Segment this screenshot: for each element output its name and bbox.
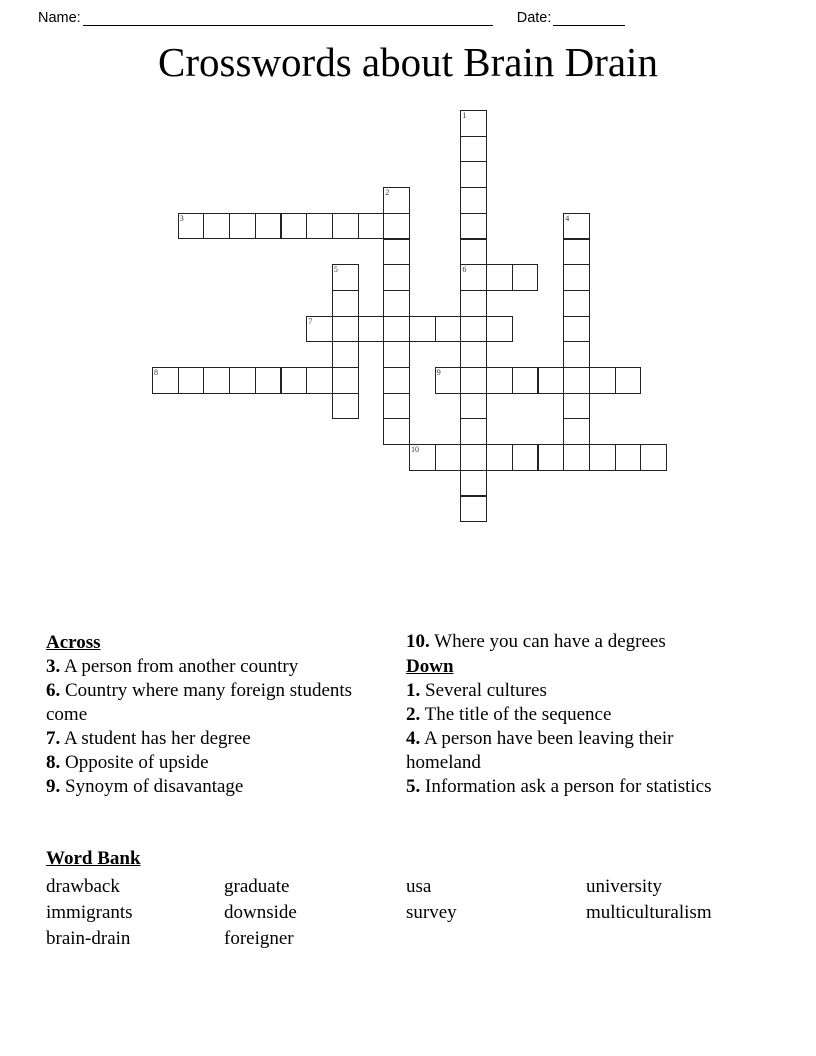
- crossword-cell[interactable]: [538, 444, 565, 471]
- crossword-cell[interactable]: [563, 341, 590, 368]
- crossword-cell[interactable]: [460, 264, 487, 291]
- clue-number: 2.: [406, 704, 421, 725]
- clues-column-right: [406, 630, 736, 799]
- crossword-cell[interactable]: [460, 418, 487, 445]
- crossword-cell[interactable]: [563, 367, 590, 394]
- crossword-cell[interactable]: [409, 316, 436, 343]
- word-bank-word: usa: [406, 876, 432, 897]
- clue-text: Country where many foreign students come: [46, 680, 353, 725]
- word-bank-word: multiculturalism: [586, 902, 712, 923]
- crossword-cell-number: 3: [179, 213, 184, 223]
- crossword-cell[interactable]: [435, 367, 462, 394]
- crossword-cell[interactable]: [178, 367, 205, 394]
- crossword-cell[interactable]: [383, 341, 410, 368]
- crossword-cell[interactable]: [306, 367, 333, 394]
- crossword-cell[interactable]: [589, 444, 616, 471]
- crossword-cell[interactable]: [486, 367, 513, 394]
- crossword-cell[interactable]: [486, 316, 513, 343]
- clue-number: 8.: [46, 752, 61, 773]
- word-bank-word: brain-drain: [46, 928, 131, 949]
- crossword-cell[interactable]: [383, 213, 410, 240]
- clue-text: The title of the sequence: [424, 704, 612, 725]
- crossword-cell[interactable]: [615, 367, 642, 394]
- crossword-cell[interactable]: [486, 264, 513, 291]
- crossword-cell[interactable]: [563, 444, 590, 471]
- word-bank-word: foreigner: [224, 928, 294, 949]
- crossword-cell[interactable]: [460, 367, 487, 394]
- word-bank-heading: Word Bank: [46, 848, 141, 869]
- clue-number: 6.: [46, 680, 61, 701]
- crossword-cell[interactable]: [332, 213, 359, 240]
- crossword-cell-number: 4: [565, 213, 570, 223]
- clue-number: 5.: [406, 776, 421, 797]
- crossword-cell[interactable]: [563, 290, 590, 317]
- clue-text: A person have been leaving their homeland: [406, 728, 674, 773]
- crossword-cell-number: 9: [436, 368, 441, 377]
- crossword-cell[interactable]: [332, 393, 359, 420]
- clue-number: 9.: [46, 776, 61, 797]
- clue-across-8: [46, 751, 376, 775]
- crossword-cell-number: 1: [462, 111, 467, 120]
- word-bank-word: immigrants: [46, 902, 133, 923]
- name-label: Name:: [38, 10, 81, 26]
- crossword-cell[interactable]: [358, 213, 385, 240]
- clue-across-3: [46, 655, 376, 679]
- crossword-cell[interactable]: [229, 367, 256, 394]
- crossword-cell[interactable]: [332, 290, 359, 317]
- crossword-cell[interactable]: [383, 393, 410, 420]
- crossword-cell[interactable]: [460, 316, 487, 343]
- clue-down-1: [406, 679, 736, 703]
- crossword-cell[interactable]: [460, 290, 487, 317]
- clue-text: A person from another country: [63, 656, 299, 677]
- down-heading: Down: [406, 656, 454, 677]
- crossword-cell[interactable]: [460, 444, 487, 471]
- clue-down-2: [406, 703, 736, 727]
- crossword-cell[interactable]: [563, 418, 590, 445]
- crossword-cell[interactable]: [460, 341, 487, 368]
- across-heading: Across: [46, 632, 101, 653]
- word-bank-section: [46, 846, 786, 952]
- page-title: Crosswords about Brain Drain: [158, 39, 658, 85]
- crossword-cell[interactable]: [563, 264, 590, 291]
- crossword-cell[interactable]: [460, 187, 487, 214]
- clue-number: 4.: [406, 728, 421, 749]
- crossword-cell[interactable]: [615, 444, 642, 471]
- clue-number: 10.: [406, 631, 430, 652]
- crossword-cell[interactable]: [383, 316, 410, 343]
- crossword-cell[interactable]: [435, 316, 462, 343]
- crossword-cell[interactable]: [563, 239, 590, 266]
- clue-text: Synoym of disavantage: [65, 776, 244, 797]
- word-bank-word: downside: [224, 902, 297, 923]
- crossword-cell-number: 7: [308, 316, 313, 326]
- word-bank-word: survey: [406, 902, 457, 923]
- word-bank-word: university: [586, 876, 662, 897]
- crossword-cell[interactable]: [332, 367, 359, 394]
- crossword-cell[interactable]: [332, 264, 359, 291]
- clue-text: A student has her degree: [63, 728, 251, 749]
- clue-across-6: [46, 679, 376, 727]
- crossword-cell[interactable]: [203, 367, 230, 394]
- crossword-cell[interactable]: [383, 239, 410, 266]
- crossword-cell-number: 8: [154, 368, 158, 377]
- clue-text: Information ask a person for statistics: [425, 776, 712, 797]
- crossword-cell[interactable]: [383, 367, 410, 394]
- crossword-cell[interactable]: [512, 444, 539, 471]
- date-label: Date:: [516, 10, 552, 26]
- crossword-cell[interactable]: [255, 213, 282, 240]
- crossword-cell[interactable]: [640, 444, 667, 471]
- crossword-cell[interactable]: [383, 264, 410, 291]
- crossword-cell-number: 5: [333, 265, 338, 275]
- crossword-cell[interactable]: [306, 316, 333, 343]
- crossword-cell[interactable]: [409, 444, 436, 471]
- clue-number: 7.: [46, 728, 61, 749]
- crossword-cell[interactable]: [460, 470, 487, 497]
- crossword-cell[interactable]: [460, 239, 487, 266]
- crossword-cell[interactable]: [229, 213, 256, 240]
- word-bank-list: [46, 874, 786, 952]
- clue-down-4: [406, 727, 736, 775]
- crossword-cell[interactable]: [460, 496, 487, 523]
- crossword-cell[interactable]: [486, 444, 513, 471]
- clue-across-7: [46, 727, 376, 751]
- crossword-cell[interactable]: [563, 316, 590, 343]
- crossword-cell[interactable]: [152, 367, 179, 394]
- clue-text: Several cultures: [425, 680, 547, 701]
- crossword-cell[interactable]: [512, 367, 539, 394]
- crossword-cell[interactable]: [589, 367, 616, 394]
- word-bank-word: graduate: [224, 876, 290, 897]
- clue-down-5: [406, 775, 736, 799]
- crossword-cell[interactable]: [178, 213, 205, 240]
- crossword-cell[interactable]: [332, 341, 359, 368]
- crossword-cell[interactable]: [512, 264, 539, 291]
- clue-number: 3.: [46, 656, 61, 677]
- crossword-cell[interactable]: [460, 161, 487, 188]
- crossword-cell[interactable]: [203, 213, 230, 240]
- crossword-cell[interactable]: [460, 393, 487, 420]
- crossword-cell[interactable]: [281, 213, 308, 240]
- crossword-cell[interactable]: [281, 367, 308, 394]
- crossword-cell[interactable]: [383, 290, 410, 317]
- crossword-cell[interactable]: [460, 110, 487, 137]
- crossword-cell[interactable]: [460, 136, 487, 163]
- crossword-cell[interactable]: [383, 418, 410, 445]
- crossword-cell-number: 6: [462, 265, 467, 275]
- crossword-cell[interactable]: [538, 367, 565, 394]
- crossword-cell-number: 2: [385, 188, 390, 198]
- clue-text: Opposite of upside: [65, 752, 209, 773]
- crossword-cell[interactable]: [563, 213, 590, 240]
- clues-section: [46, 630, 770, 830]
- crossword-cell-number: 10: [411, 445, 419, 455]
- crossword-cell[interactable]: [460, 213, 487, 240]
- crossword-cell[interactable]: [358, 316, 385, 343]
- crossword-cell[interactable]: [383, 187, 410, 214]
- crossword-cell[interactable]: [255, 367, 282, 394]
- clue-across-9: [46, 775, 376, 799]
- clue-number: 1.: [406, 680, 421, 701]
- clue-text: Where you can have a degrees: [434, 631, 666, 652]
- crossword-cell[interactable]: [332, 316, 359, 343]
- crossword-cell[interactable]: [563, 393, 590, 420]
- clues-column-left: [46, 630, 376, 799]
- crossword-cell[interactable]: [435, 444, 462, 471]
- word-bank-word: drawback: [46, 876, 120, 897]
- clue-across-10: [406, 630, 736, 654]
- crossword-cell[interactable]: [306, 213, 333, 240]
